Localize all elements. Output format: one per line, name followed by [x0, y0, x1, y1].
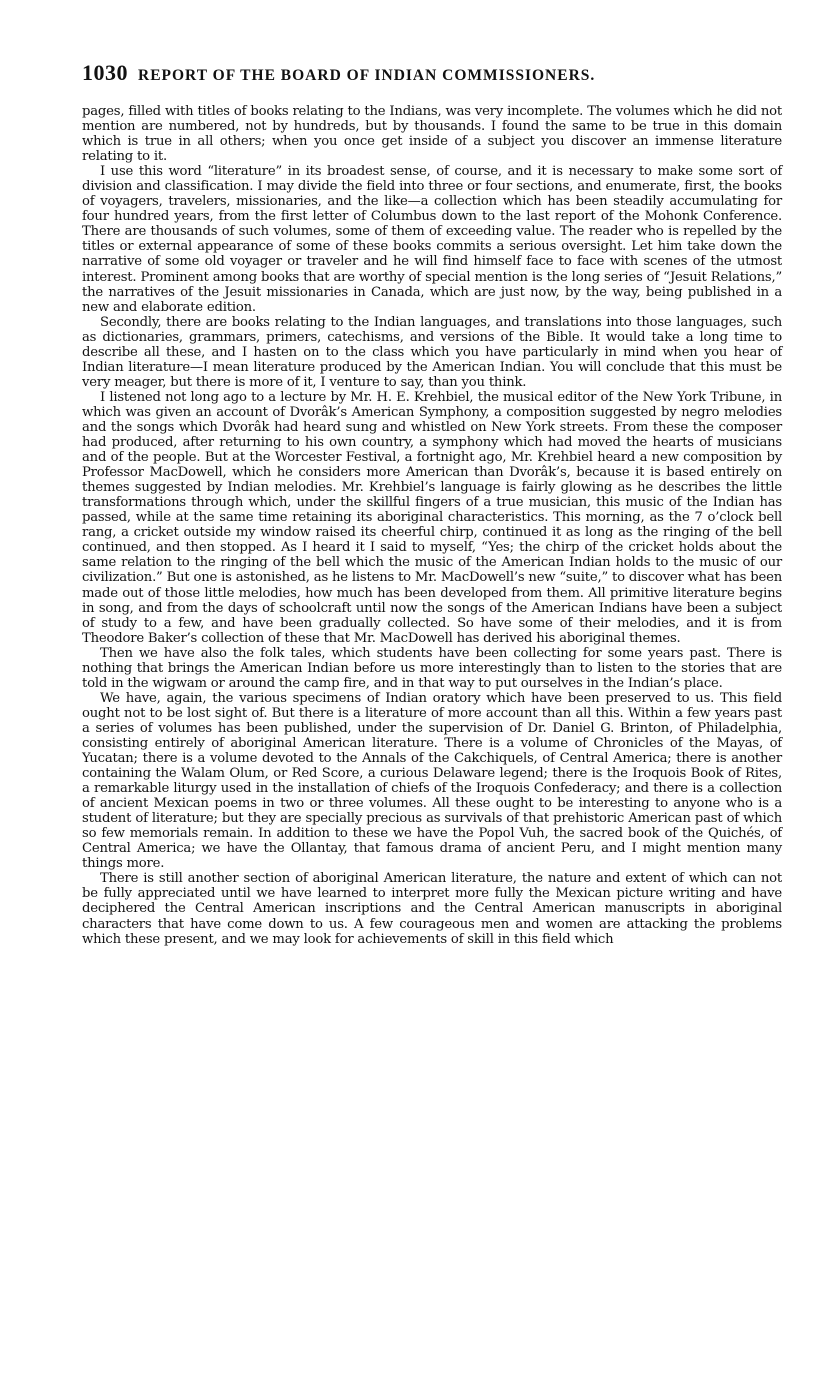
paragraph-music: I listened not long ago to a lecture by Mr. H. E. Krehbiel, the musical editor of the New York Tribune, in which was given an account of Dvorâk’s American Symphony, a composition suggested by negro melodies and the songs which Dvorâk had heard sung and whistled on New York streets. From these the composer had produced, after returning to his own country, a symphony which had moved the hearts of musicians and of the people. But at the Worcester Festival, a fortnight ago, Mr. Krehbiel heard a new composition by Professor MacDowell, which he considers more American than Dvorâk’s, because it is based entirely on themes suggested by Indian melodies. Mr. Krehbiel’s language is fairly glowing as he describes the little transformations through which, under the skillful fingers of a true musician, this music of the Indian has passed, while at the same time retaining its aboriginal characteristics. This morning, as the 7 o’clock bell rang, a cricket outside my window raised its cheerful chirp, continued it as long as the ringing of the bell continued, and then stopped. As I heard it I said to myself, “Yes; the chirp of the cricket holds about the same relation to the ringing of the bell which the music of the American Indian holds to the music of our civilization.” But one is astonished, as he listens to Mr. MacDowell’s new “suite,” to discover what has been made out of those little melodies, how much has been developed from them. All primitive literature begins in song, and from the days of schoolcraft until now the songs of the American Indians have been a subject of study to a few, and have been gradually collected. So have some of their melodies, and it is from Theodore Baker’s collection of these that Mr. MacDowell has derived his aboriginal themes. [82, 389, 782, 646]
paragraph-picture-writing: There is still another section of aboriginal American literature, the nature and extent of which can not be fully appreciated until we have learned to interpret more fully the Mexican picture writing and have deciphered the Central American inscriptions and the Central American manuscripts in aboriginal characters that have come down to us. A few courageous men and women are attacking the problems which these present, and we may look for achievements of skill in this field which [82, 871, 782, 947]
paragraph-continued: pages, filled with titles of books relating to the Indians, was very incomplete. The volumes which he did not mention are numbered, not by hundreds, but by thousands. I found the same to be true in this domain which is true in all others; when you once get inside of a subject you discover an immense literature relating to it. [82, 104, 782, 165]
running-head: REPORT OF THE BOARD OF INDIAN COMMISSIONERS. [138, 67, 596, 84]
paragraph-folk-tales: Then we have also the folk tales, which students have been collecting for some years past. There is nothing that brings the American Indian before us more interestingly than to listen to the stories that are told in the wigwam or around the camp fire, and in that way to put ourselves in the Indian’s place. [82, 645, 782, 691]
paragraph-indian-languages: Secondly, there are books relating to the Indian languages, and translations into those languages, such as dictionaries, grammars, primers, catechisms, and versions of the Bible. It would take a long time to describe all these, and I hasten on to the class which you have particularly in mind when you hear of Indian literature—I mean literature produced by the American Indian. You will conclude that this must be very meager, but there is more of it, I venture to say, than you think. [82, 314, 782, 390]
body-text [82, 104, 782, 947]
page-header [82, 60, 782, 104]
page-number: 1030 [82, 60, 128, 85]
paragraph-oratory: We have, again, the various specimens of Indian oratory which have been preserved to us. This field ought not to be lost sight of. But there is a literature of more account than all this. Within a few years past a series of volumes has been published, under the supervision of Dr. Daniel G. Brinton, of Philadelphia, consisting entirely of aboriginal American literature. There is a volume of Chronicles of the Mayas, of Yucatan; there is a volume devoted to the Annals of the Cakchiquels, of Central America; there is another containing the Walam Olum, or Red Score, a curious Delaware legend; there is the Iroquois Book of Rites, a remarkable liturgy used in the installation of chiefs of the Iroquois Confederacy; and there is a collection of ancient Mexican poems in two or three volumes. All these ought to be interesting to anyone who is a student of literature; but they are specially precious as survivals of that prehistoric American past of which so few memorials remain. In addition to these we have the Popol Vuh, the sacred book of the Quichés, of Central America; we have the Ollantay, that famous drama of ancient Peru, and I might mention many things more. [82, 690, 782, 872]
paragraph-literature-definition: I use this word “literature” in its broadest sense, of course, and it is necessary to make some sort of division and classification. I may divide the field into three or four sections, and enumerate, first, the books of voyagers, travelers, missionaries, and the like—a collection which has been steadily accumulating for four hundred years, from the first letter of Columbus down to the last report of the Mohonk Conference. There are thousands of such volumes, some of them of exceeding value. The reader who is repelled by the titles or external appearance of some of these books commits a serious oversight. Let him take down the narrative of some old voyager or traveler and he will find himself face to face with scenes of the utmost interest. Prominent among books that are worthy of special mention is the long series of “Jesuit Relations,” the narratives of the Jesuit missionaries in Canada, which are just now, by the way, being published in a new and elaborate edition. [82, 164, 782, 315]
document-page [82, 60, 782, 947]
